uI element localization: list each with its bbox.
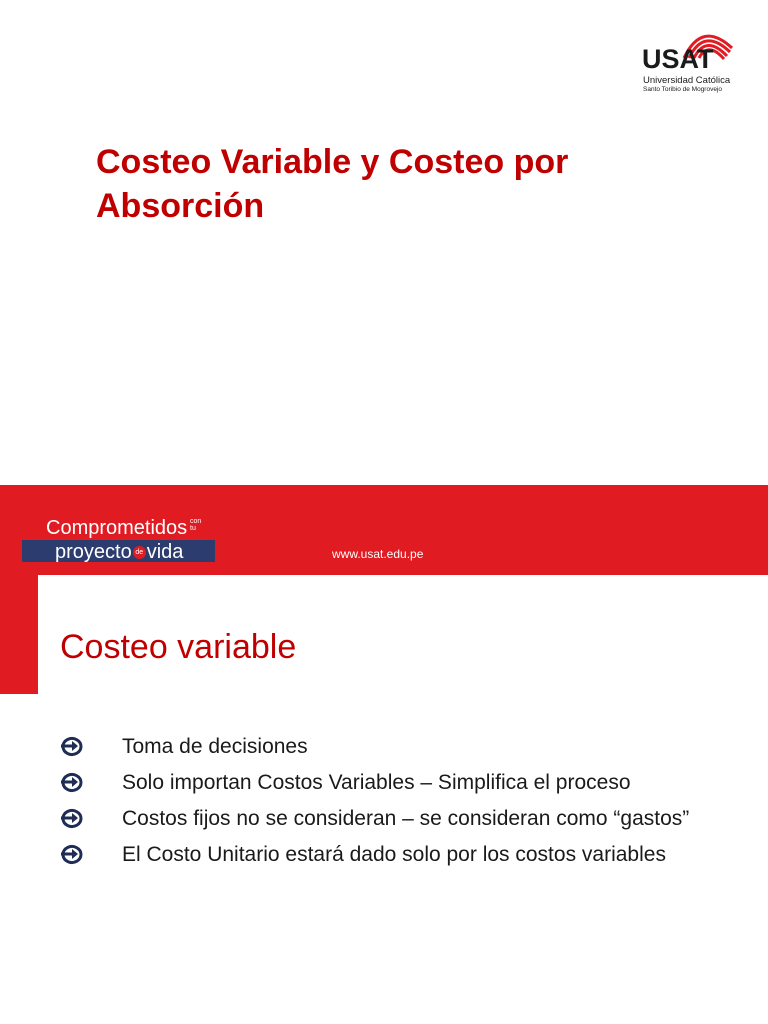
list-item bbox=[60, 804, 708, 834]
list-item-text: El Costo Unitario estará dado solo por los costos variables bbox=[122, 843, 666, 866]
website-link[interactable]: www.usat.edu.pe bbox=[332, 547, 424, 561]
slide-side-accent bbox=[0, 575, 38, 694]
title-slide bbox=[0, 0, 768, 485]
tagline-proyecto: proyecto bbox=[55, 541, 132, 563]
tagline-vida: vida bbox=[146, 541, 184, 563]
list-item-text: Solo importan Costos Variables – Simplifica el proceso bbox=[122, 771, 631, 794]
logo-university-line: Universidad Católica bbox=[643, 75, 731, 86]
logo-subtitle-line: Santo Toribio de Mogrovejo bbox=[643, 86, 723, 93]
list-item bbox=[60, 840, 708, 870]
tagline-con-tu: con tu bbox=[190, 518, 202, 532]
circled-arrow-right-icon bbox=[60, 843, 84, 865]
tagline-de-badge: de bbox=[133, 546, 146, 559]
bullet-list bbox=[60, 732, 708, 876]
section-title: Costeo variable bbox=[60, 628, 297, 666]
tagline-comprometidos: Comprometidos bbox=[46, 517, 188, 539]
logo-wordmark: USAT bbox=[642, 44, 714, 74]
list-item bbox=[60, 732, 708, 762]
circled-arrow-right-icon bbox=[60, 735, 84, 757]
list-item-text: Toma de decisiones bbox=[122, 735, 308, 758]
circled-arrow-right-icon bbox=[60, 771, 84, 793]
list-item bbox=[60, 768, 708, 798]
list-item-text: Costos fijos no se consideran – se consideran como “gastos” bbox=[122, 807, 690, 830]
slide-title: Costeo Variable y Costeo por Absorción bbox=[96, 143, 569, 225]
circled-arrow-right-icon bbox=[60, 807, 84, 829]
usat-logo bbox=[640, 18, 740, 98]
tagline-proyecto-de-vida bbox=[55, 541, 183, 563]
